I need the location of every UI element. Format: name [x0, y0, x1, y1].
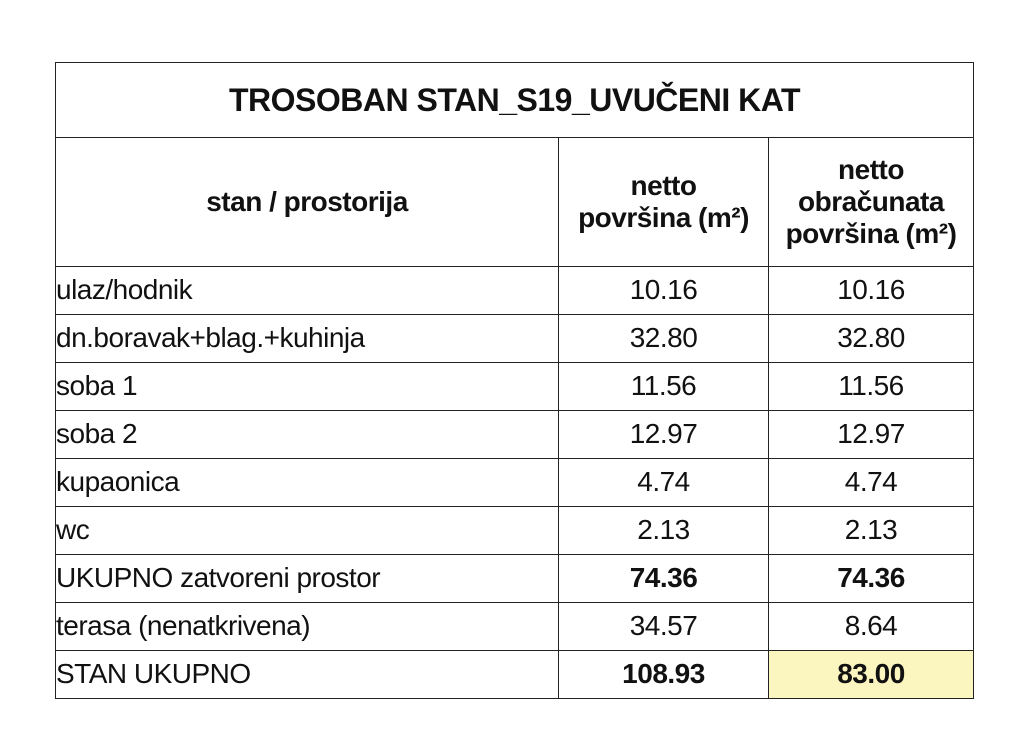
row-label: soba 1	[56, 363, 559, 411]
row-label: kupaonica	[56, 459, 559, 507]
header-calc-area-line2: obračunata	[798, 185, 944, 217]
row-calc-area: 32.80	[769, 315, 974, 363]
table-row	[56, 267, 974, 315]
header-calc-area-line1: netto	[838, 153, 904, 185]
row-net-area: 10.16	[559, 267, 769, 315]
subtotal-row	[56, 555, 974, 603]
row-net-area: 32.80	[559, 315, 769, 363]
row-net-area: 4.74	[559, 459, 769, 507]
row-calc-area: 8.64	[769, 603, 974, 651]
header-net-area-line1: netto	[630, 169, 697, 201]
row-calc-area: 4.74	[769, 459, 974, 507]
row-calc-area: 2.13	[769, 507, 974, 555]
table-row	[56, 315, 974, 363]
header-calc-area	[769, 138, 974, 267]
table-title: TROSOBAN STAN_S19_UVUČENI KAT	[56, 63, 974, 138]
row-calc-area: 12.97	[769, 411, 974, 459]
row-label: UKUPNO zatvoreni prostor	[56, 555, 559, 603]
row-label: soba 2	[56, 411, 559, 459]
total-row	[56, 651, 974, 699]
row-label: wc	[56, 507, 559, 555]
header-room: stan / prostorija	[56, 138, 559, 267]
table-row	[56, 603, 974, 651]
row-net-area: 108.93	[559, 651, 769, 699]
row-net-area: 11.56	[559, 363, 769, 411]
header-calc-area-line3: površina (m²)	[785, 218, 957, 250]
row-label: STAN UKUPNO	[56, 651, 559, 699]
table-title-row	[56, 63, 974, 138]
row-net-area: 2.13	[559, 507, 769, 555]
apartment-area-table	[55, 62, 974, 699]
row-label: dn.boravak+blag.+kuhinja	[56, 315, 559, 363]
table-row	[56, 363, 974, 411]
table-header-row	[56, 138, 974, 267]
table-row	[56, 507, 974, 555]
header-net-area	[559, 138, 769, 267]
row-net-area: 74.36	[559, 555, 769, 603]
row-label: terasa (nenatkrivena)	[56, 603, 559, 651]
row-calc-area-highlighted: 83.00	[769, 651, 974, 699]
row-calc-area: 74.36	[769, 555, 974, 603]
row-label: ulaz/hodnik	[56, 267, 559, 315]
row-net-area: 12.97	[559, 411, 769, 459]
row-calc-area: 10.16	[769, 267, 974, 315]
header-net-area-line2: površina (m²)	[578, 202, 749, 233]
row-net-area: 34.57	[559, 603, 769, 651]
table-row	[56, 459, 974, 507]
row-calc-area: 11.56	[769, 363, 974, 411]
table-row	[56, 411, 974, 459]
